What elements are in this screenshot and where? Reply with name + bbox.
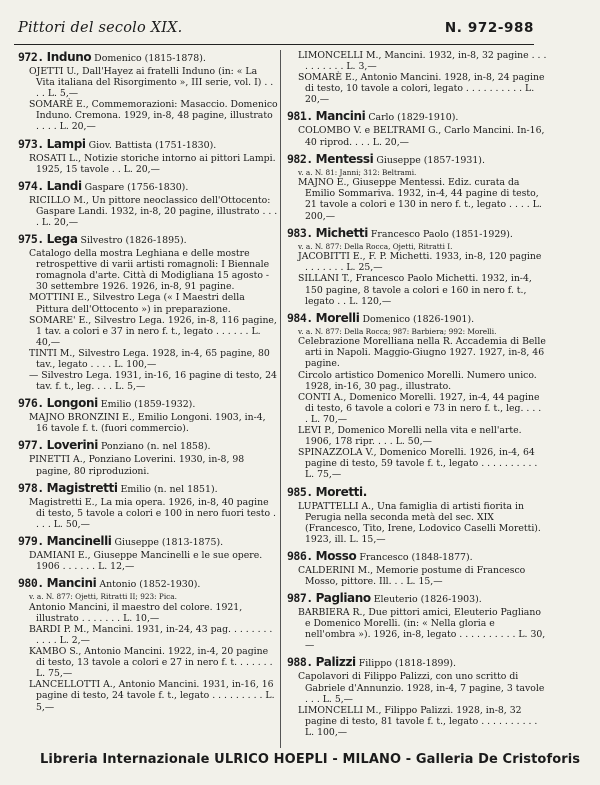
entry-number: 986. (287, 548, 313, 563)
bibliography-item: — Silvestro Lega. 1931, in-16, 16 pagine di testo, 24 tav. f. t., leg. . . . L. 5,— (29, 370, 277, 393)
entry-number: 985. (287, 484, 313, 499)
catalog-entry (18, 576, 278, 713)
catalog-entry (287, 485, 547, 545)
entry-number: 975. (18, 232, 44, 247)
see-also-note: v. a. N. 877: Della Rocca, Ojetti, Ritratti I. (298, 241, 453, 251)
artist-name: Mancini (46, 576, 97, 591)
bibliography-item: LANCELLOTTI A., Antonio Mancini. 1931, in-16, 16 pagine di testo, 24 tavole f. t., legato . . . . . . . . . L. 5,— (29, 679, 275, 713)
catalog-entry (287, 109, 547, 147)
bibliography-item: SPINAZZOLA V., Domenico Morelli. 1926, in-4, 64 pagine di testo, 59 tavole f. t., legato . . . . . . . . . . L. 75,— (298, 447, 538, 481)
artist-dates: Giuseppe (1813-1875). (114, 536, 224, 548)
artist-dates: Giov. Battista (1751-1830). (88, 139, 217, 151)
entry-number: 987. (287, 591, 313, 606)
bibliography-item: SOMARÈ E., Commemorazioni: Masaccio. Domenico Induno. Cremona. 1929, in-8, 48 pagine, illustrato . . . . L. 20,— (29, 99, 278, 133)
entry-heading (18, 137, 278, 153)
artist-dates: Eleuterio (1826-1903). (373, 594, 482, 606)
bibliography-item: LUPATTELLI A., Una famiglia di artisti fiorita in Perugia nella seconda metà del sec. XIX (Francesco, Tito, Irene, Lodovico Caselli Moretti). 1923, ill. L. 15,— (298, 500, 541, 545)
publisher-footer: Libreria Internazionale ULRICO HOEPLI - MILANO - Galleria De Cristoforis (40, 752, 581, 767)
bibliography-item: CALDERINI M., Memorie postume di Francesco Mosso, pittore. Ill. . . L. 15,— (298, 564, 526, 587)
page-header (14, 18, 534, 45)
entry-number: 976. (18, 396, 44, 411)
catalog-entry (18, 481, 278, 530)
entry-heading (18, 438, 278, 454)
artist-dates: Emilio (n. nel 1851). (120, 483, 218, 495)
entry-heading (287, 655, 547, 671)
catalog-entry (18, 137, 278, 175)
bibliography-item: PINETTI A., Ponziano Loverini. 1930, in-8, 98 pagine, 80 riproduzioni. (29, 454, 245, 477)
entry-number: 982. (287, 151, 313, 166)
catalog-entry (287, 311, 547, 481)
entry-number: 978. (18, 480, 44, 495)
artist-dates: Filippo (1818-1899). (358, 658, 457, 670)
bibliography-item: RICILLO M., Un pittore neoclassico dell'Ottocento: Gaspare Landi. 1932, in-8, 20 pagine, illustrato . . . . L. 20,— (29, 194, 278, 228)
bibliography-item: Capolavori di Filippo Palizzi, con uno scritto di Gabriele d'Annunzio. 1928, in-4, 7 pagine, 3 tavole . . . L. 5,— (298, 671, 545, 705)
artist-name: Landi (46, 178, 82, 193)
see-also-note: v. a. N. 81: Janni; 312: Beltrami. (298, 167, 417, 177)
entry-number: 973. (18, 136, 44, 151)
entry-heading (18, 576, 278, 592)
entry-number: 972. (18, 50, 44, 64)
artist-dates: Silvestro (1826-1895). (80, 235, 187, 247)
bibliography-item: SILLANI T., Francesco Paolo Michetti. 1932, in-4, 150 pagine, 8 tavole a colori e 160 in nero f. t., legato . . L. 120,— (298, 273, 532, 307)
artist-dates: Ponziano (n. nel 1858). (100, 441, 211, 453)
bibliography-item: SOMARE' E., Silvestro Lega. 1926, in-8, 116 pagine, 1 tav. a colori e 37 in nero f. t., legato . . . . . . L. 40,— (29, 314, 277, 348)
entry-heading (18, 534, 278, 550)
bibliography-item: MAJNO E., Giuseppe Mentessi. Ediz. curata da Emilio Sommariva. 1932, in-4, 44 pagine di testo, 21 tavole a colori e 130 in nero f. t., legato . . . . L. 200,— (298, 177, 542, 222)
bibliography-item: DAMIANI E., Giuseppe Mancinelli e le sue opere. 1906 . . . . . . L. 12,— (29, 549, 263, 572)
catalog-entry (287, 50, 547, 105)
see-also-note: v. a. N. 877: Ojetti, Ritratti II; 923: Pica. (29, 592, 177, 602)
catalog-entry (287, 152, 547, 222)
entry-number: 988. (287, 655, 313, 670)
bibliography-item: TINTI M., Silvestro Lega. 1928, in-4, 65 pagine, 80 tav., legato . . . . L. 100,— (29, 347, 270, 370)
entry-number: 984. (287, 310, 313, 325)
artist-name: Induno (46, 50, 92, 64)
catalog-entry (287, 655, 547, 738)
artist-dates: Domenico (1815-1878). (94, 53, 206, 64)
entry-heading (18, 179, 278, 195)
artist-name: Palizzi (315, 655, 356, 670)
bibliography-item: COLOMBO V. e BELTRAMI G., Carlo Mancini. In-16, 40 riprod. . . . L. 20,— (298, 125, 545, 148)
entry-heading (287, 591, 547, 607)
entry-heading (287, 485, 547, 501)
artist-name: Lampi (46, 136, 86, 151)
entry-heading (18, 50, 278, 66)
bibliography-item: MOTTINI E., Silvestro Lega (« I Maestri della Pittura dell'Ottocento ») in preparazione. (29, 292, 245, 315)
entry-number: 983. (287, 225, 313, 240)
artist-dates: Antonio (1852-1930). (99, 579, 201, 591)
bibliography-item: CONTI A., Domenico Morelli. 1927, in-4, 44 pagine di testo, 6 tavole a colori e 73 in nero f. t., leg. . . . . L. 70,— (298, 391, 542, 425)
artist-name: Loverini (46, 438, 99, 453)
bibliography-item: Magistretti E., La mia opera. 1926, in-8, 40 pagine di testo, 5 tavole a colori e 100 in nero fuori testo . . . . L. 50,— (29, 496, 277, 530)
left-column (18, 50, 278, 717)
bibliography-item: BARBIERA R., Due pittori amici, Eleuterio Pagliano e Domenico Morelli. (in: « Nella gloria e nell'ombra »). 1926, in-8, legato . . . . . . . . . . L. 30,— (298, 607, 546, 652)
entry-heading (18, 481, 278, 497)
catalog-entry (287, 226, 547, 307)
artist-name: Morelli (315, 310, 360, 325)
bibliography-item: OJETTI U., Dall'Hayez ai fratelli Induno (in: « La Vita italiana del Risorgimento », III serie, vol. I) . . . . L. 5,— (29, 66, 274, 100)
bibliography-item: LEVI P., Domenico Morelli nella vita e nell'arte. 1906, 178 ripr. . . . L. 50,— (298, 425, 522, 448)
artist-name: Lega (46, 232, 78, 247)
artist-dates: Francesco (1848-1877). (359, 551, 473, 563)
bibliography-item: BARDI P. M., Mancini. 1931, in-24, 43 pag. . . . . . . . . . . . L. 2,— (29, 623, 273, 646)
artist-name: Mancini (315, 109, 366, 124)
catalog-entry (18, 179, 278, 228)
bibliography-item: Circolo artistico Domenico Morelli. Numero unico. 1928, in-16, 30 pag., illustrato. (298, 369, 537, 392)
entry-heading (287, 109, 547, 125)
bibliography-item: JACOBITTI E., F. P. Michetti. 1933, in-8, 120 pagine . . . . . . . L. 25,— (298, 251, 542, 274)
catalog-entry (287, 591, 547, 651)
bibliography-item: ROSATI L., Notizie storiche intorno ai pittori Lampi. 1925, 15 tavole . . L. 20,— (29, 152, 276, 175)
column-divider (280, 50, 281, 748)
bibliography-item: Catalogo della mostra Leghiana e delle mostre retrospettive di varii artisti romagnoli: I Biennale romagnola d'arte. Città di Modigliana 15 agosto - 30 settembre 1926. 1926, in-8, 91 pagine. (29, 248, 270, 293)
catalog-entry (18, 438, 278, 476)
artist-name: Moretti. (315, 484, 367, 499)
bibliography-item: LIMONCELLI M., Filippo Palizzi. 1928, in-8, 32 pagine di testo, 81 tavole f. t., legato . . . . . . . . . . L. 100,— (298, 704, 538, 738)
catalog-entry (18, 50, 278, 133)
entry-number: 974. (18, 178, 44, 193)
bibliography-item: Celebrazione Morelliana nella R. Accademia di Belle arti in Napoli. Maggio-Giugno 1927. 1927, in-8, 46 pagine. (298, 336, 546, 370)
artist-name: Mosso (315, 548, 357, 563)
catalog-entry (18, 232, 278, 392)
see-also-note: v. a. N. 877: Della Rocca; 987: Barbiera; 992: Morelli. (298, 326, 497, 336)
artist-dates: Francesco Paolo (1851-1929). (370, 228, 513, 240)
running-title: Pittori del secolo XIX. (18, 20, 183, 36)
bibliography-item: KAMBO S., Antonio Mancini. 1922, in-4, 20 pagine di testo, 13 tavole a colori e 27 in nero f. t. . . . . . . L. 75,— (29, 646, 273, 680)
bibliography-item: LIMONCELLI M., Mancini. 1932, in-8, 32 pagine . . . . . . . . . . L. 3,— (298, 50, 547, 73)
catalog-entry (287, 549, 547, 587)
entry-heading (18, 396, 278, 412)
artist-dates: Gaspare (1756-1830). (84, 181, 189, 193)
artist-name: Mentessi (315, 151, 374, 166)
entry-heading (287, 311, 547, 327)
bibliography-item: MAJNO BRONZINI E., Emilio Longoni. 1903, in-4, 16 tavole f. t. (fuori commercio). (29, 412, 266, 435)
catalog-entry (18, 396, 278, 434)
artist-name: Longoni (46, 396, 98, 411)
bibliography-item: SOMARÈ E., Antonio Mancini. 1928, in-8, 24 pagine di testo, 10 tavole a colori, legato . . . . . . . . . . L. 20,— (298, 72, 545, 106)
entry-heading (287, 152, 547, 168)
artist-name: Magistretti (46, 480, 118, 495)
artist-name: Michetti (315, 225, 368, 240)
artist-name: Mancinelli (46, 533, 112, 548)
artist-dates: Emilio (1859-1932). (100, 399, 196, 411)
entry-heading (287, 549, 547, 565)
right-column (287, 50, 547, 742)
entry-range: N. 972-988 (444, 20, 534, 36)
catalog-entry (18, 534, 278, 572)
entry-number: 979. (18, 533, 44, 548)
artist-name: Pagliano (315, 591, 371, 606)
entry-number: 977. (18, 438, 44, 453)
artist-dates: Giuseppe (1857-1931). (376, 154, 485, 166)
artist-dates: Carlo (1829-1910). (368, 112, 459, 124)
entry-number: 981. (287, 109, 313, 124)
entry-number: 980. (18, 576, 44, 591)
bibliography-item: Antonio Mancini, il maestro del colore. 1921, illustrato . . . . . . . L. 10,— (29, 601, 243, 624)
entry-heading (18, 232, 278, 248)
entry-heading (287, 226, 547, 242)
artist-dates: Domenico (1826-1901). (362, 313, 475, 325)
